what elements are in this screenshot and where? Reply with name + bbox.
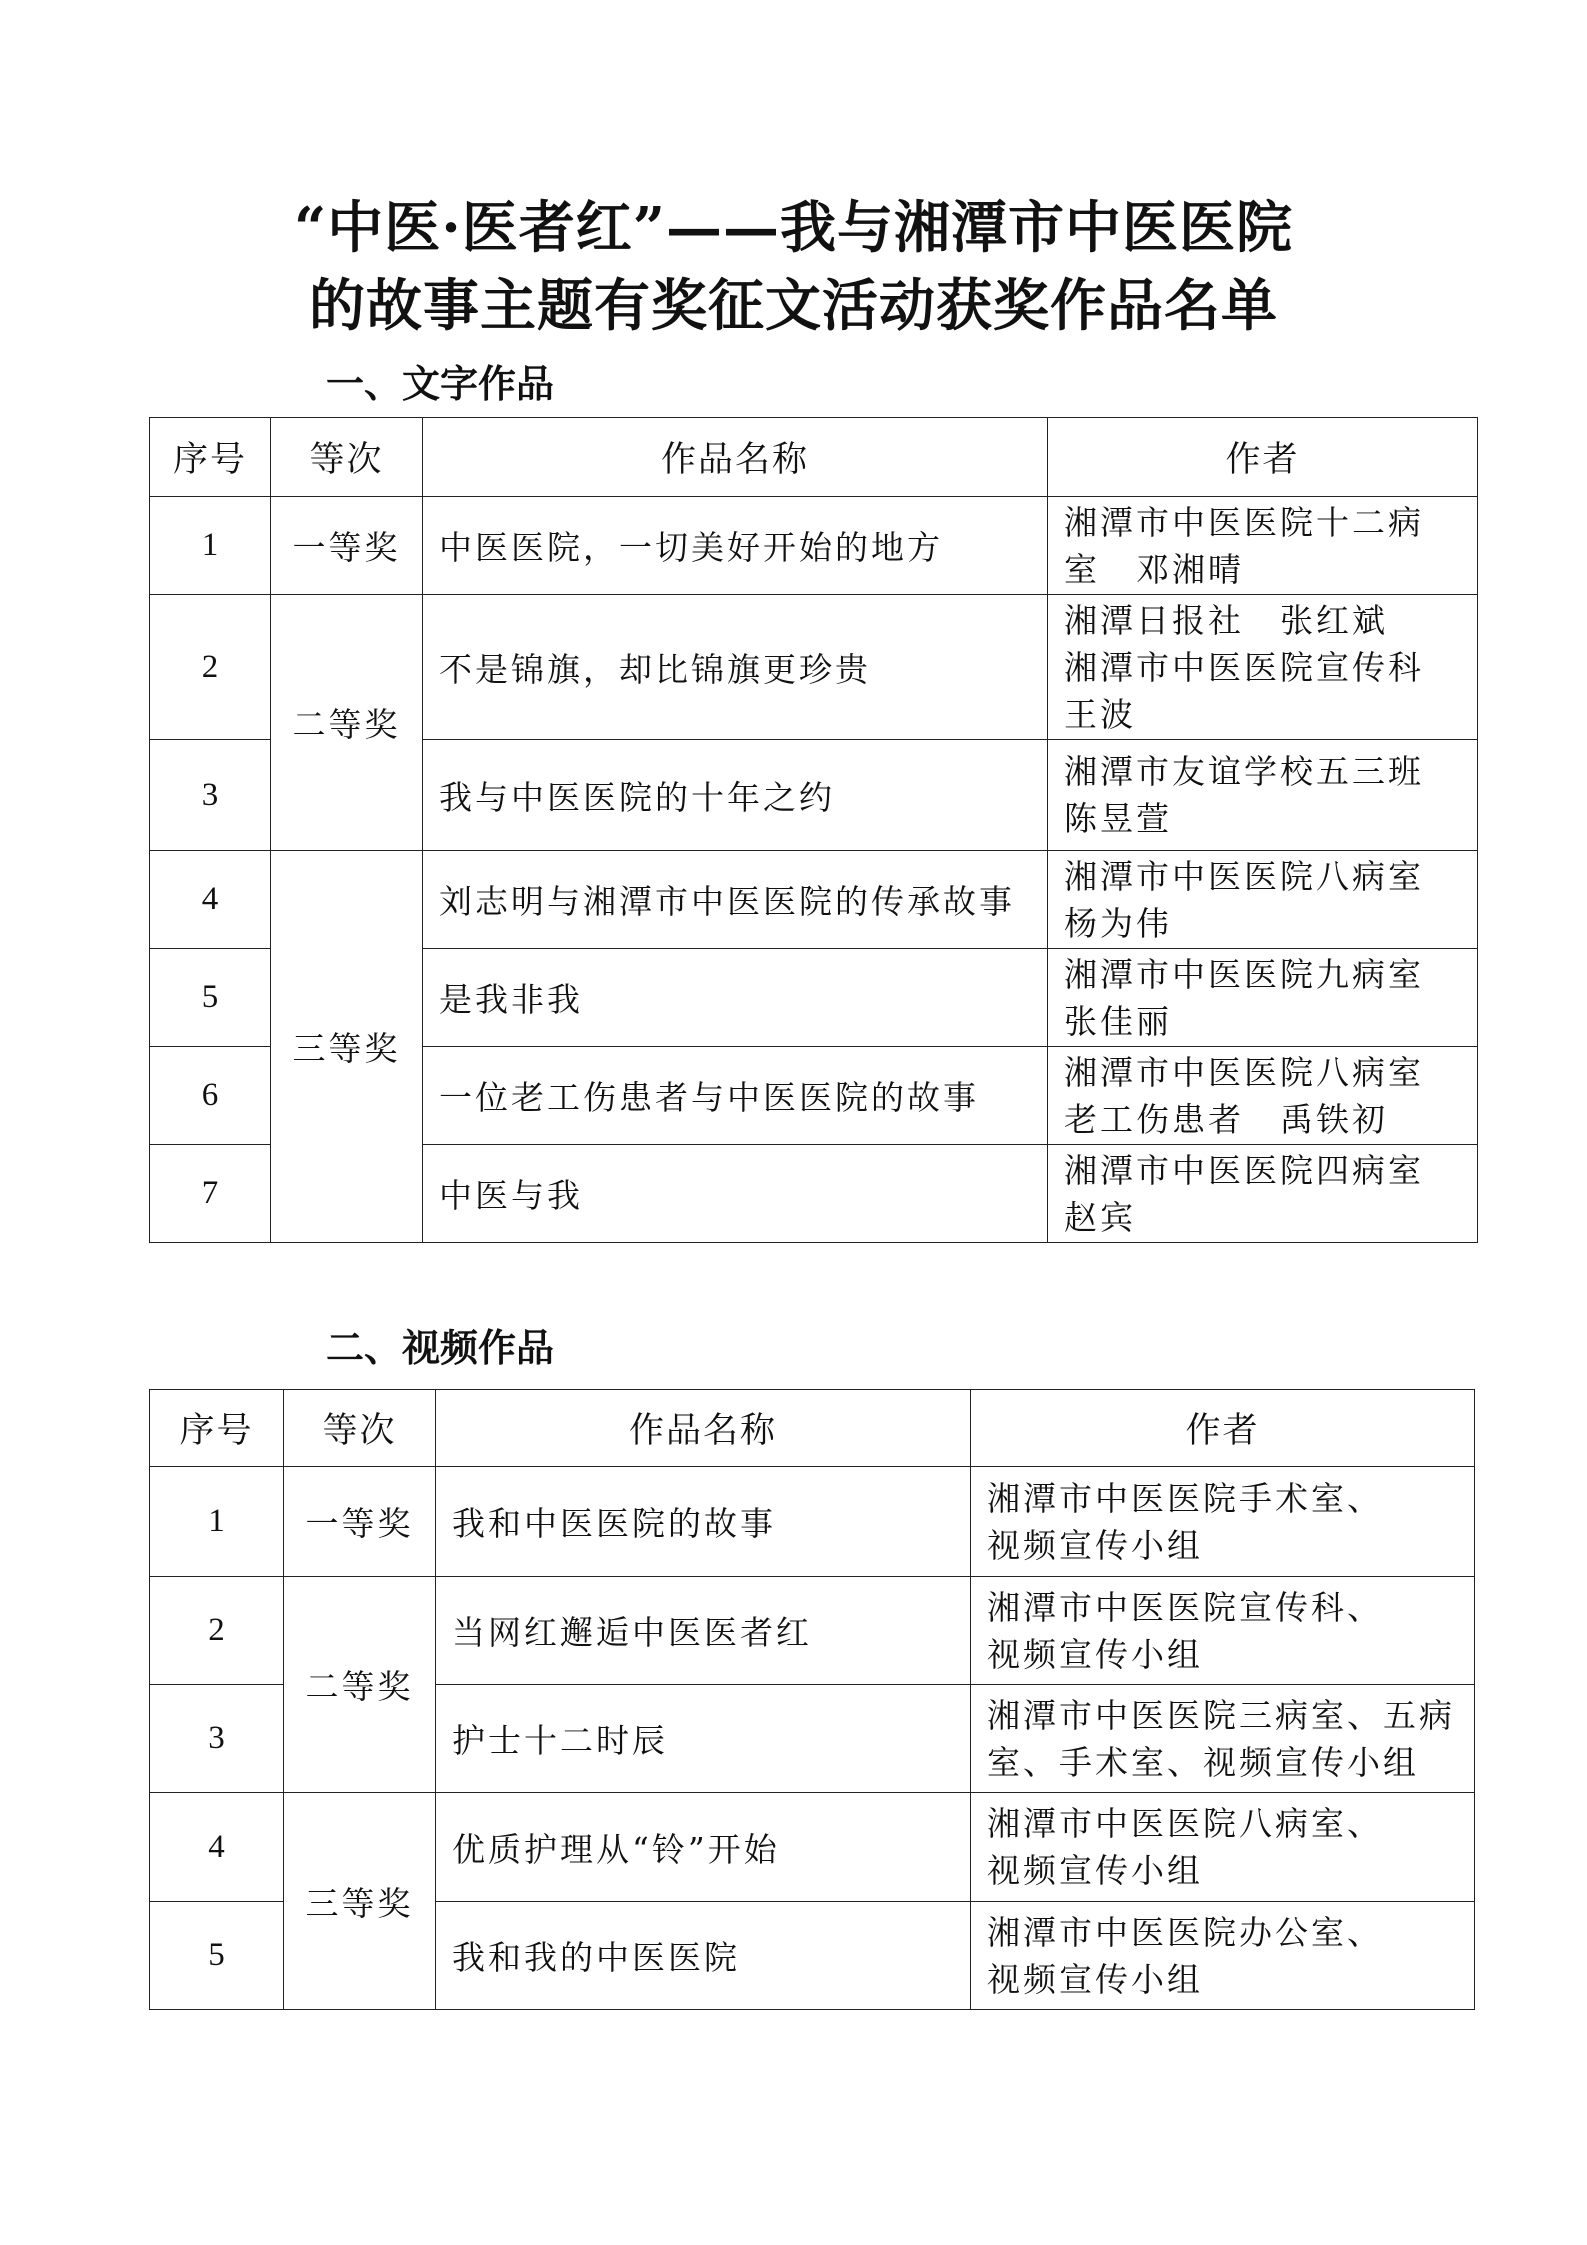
award-level: 二等奖	[284, 1577, 436, 1793]
author-line: 杨为伟	[1064, 903, 1172, 943]
row-number: 1	[150, 1467, 284, 1577]
author-line: 湘潭市中医医院四病室	[1064, 1150, 1424, 1190]
section-heading-text-works: 一、文字作品	[326, 361, 555, 406]
table-row	[150, 595, 1478, 740]
table-row	[150, 1793, 1475, 1902]
author-line: 湘潭市中医医院三病室、五病	[987, 1695, 1455, 1735]
author-cell	[1048, 497, 1478, 595]
author-line: 湘潭市中医医院十二病	[1064, 502, 1424, 542]
author-line: 湘潭市中医医院宣传科、	[987, 1587, 1383, 1627]
row-number: 3	[150, 1685, 284, 1793]
row-number: 4	[150, 1793, 284, 1902]
author-line: 赵宾	[1064, 1197, 1136, 1237]
author-line: 室、手术室、视频宣传小组	[987, 1742, 1419, 1782]
header-author: 作者	[971, 1390, 1475, 1467]
author-cell	[971, 1902, 1475, 2010]
author-cell	[1048, 1145, 1478, 1243]
work-title: 中医与我	[423, 1145, 1048, 1243]
row-number: 2	[150, 595, 271, 740]
author-line: 湘潭市中医医院宣传科	[1064, 647, 1424, 687]
text-works-body	[150, 497, 1478, 1243]
author-line: 湘潭市中医医院八病室、	[987, 1804, 1383, 1843]
author-line: 湘潭市中医医院九病室	[1064, 954, 1424, 994]
author-line: 室 邓湘晴	[1064, 549, 1244, 589]
header-award: 等次	[271, 418, 423, 497]
table-header-row	[150, 418, 1478, 497]
author-line: 视频宣传小组	[987, 1525, 1203, 1565]
author-cell	[971, 1685, 1475, 1793]
work-title: 中医医院，一切美好开始的地方	[423, 497, 1048, 595]
table-header-row	[150, 1390, 1475, 1467]
table-row	[150, 1577, 1475, 1685]
author-cell	[1048, 595, 1478, 740]
author-line: 王波	[1064, 694, 1136, 734]
work-title: 刘志明与湘潭市中医医院的传承故事	[423, 851, 1048, 949]
row-number: 7	[150, 1145, 271, 1243]
author-line: 湘潭市友谊学校五三班	[1064, 752, 1424, 791]
header-author: 作者	[1048, 418, 1478, 497]
author-line: 湘潭市中医医院八病室	[1064, 1052, 1424, 1092]
header-work: 作品名称	[423, 418, 1048, 497]
author-cell	[1048, 740, 1478, 851]
author-line: 陈昱萱	[1064, 799, 1172, 838]
work-title: 我和我的中医医院	[436, 1902, 971, 2010]
author-line: 张佳丽	[1064, 1001, 1172, 1041]
row-number: 5	[150, 949, 271, 1047]
table-row	[150, 851, 1478, 949]
award-level: 三等奖	[271, 851, 423, 1243]
row-number: 6	[150, 1047, 271, 1145]
video-works-body	[150, 1467, 1475, 2010]
work-title: 当网红邂逅中医医者红	[436, 1577, 971, 1685]
row-number: 5	[150, 1902, 284, 2010]
document-title-line-2: 的故事主题有奖征文活动获奖作品名单	[309, 273, 1278, 339]
author-line: 湘潭市中医医院办公室、	[987, 1912, 1383, 1952]
table-row	[150, 497, 1478, 595]
award-level: 三等奖	[284, 1793, 436, 2010]
table-row	[150, 1467, 1475, 1577]
author-cell	[1048, 949, 1478, 1047]
award-level: 二等奖	[271, 595, 423, 851]
author-cell	[971, 1467, 1475, 1577]
author-cell	[1048, 1047, 1478, 1145]
text-works-table	[149, 417, 1478, 1243]
document-title-line-1: “中医·医者红”——我与湘潭市中医医院	[294, 195, 1293, 261]
video-works-table	[149, 1389, 1475, 2010]
author-line: 视频宣传小组	[987, 1959, 1203, 1999]
author-cell	[971, 1577, 1475, 1685]
author-cell	[971, 1793, 1475, 1902]
header-work: 作品名称	[436, 1390, 971, 1467]
row-number: 2	[150, 1577, 284, 1685]
award-level: 一等奖	[271, 497, 423, 595]
author-line: 视频宣传小组	[987, 1634, 1203, 1674]
work-title: 一位老工伤患者与中医医院的故事	[423, 1047, 1048, 1145]
award-level: 一等奖	[284, 1467, 436, 1577]
row-number: 3	[150, 740, 271, 851]
section-heading-video-works: 二、视频作品	[326, 1325, 555, 1370]
author-line: 湘潭市中医医院八病室	[1064, 856, 1424, 896]
work-title: 我与中医医院的十年之约	[423, 740, 1048, 851]
work-title: 护士十二时辰	[436, 1685, 971, 1793]
header-no: 序号	[150, 1390, 284, 1467]
author-cell	[1048, 851, 1478, 949]
row-number: 4	[150, 851, 271, 949]
author-line: 湘潭市中医医院手术室、	[987, 1478, 1383, 1518]
work-title: 不是锦旗，却比锦旗更珍贵	[423, 595, 1048, 740]
author-line: 老工伤患者 禹铁初	[1064, 1099, 1388, 1139]
row-number: 1	[150, 497, 271, 595]
work-title: 我和中医医院的故事	[436, 1467, 971, 1577]
work-title: 是我非我	[423, 949, 1048, 1047]
author-line: 视频宣传小组	[987, 1851, 1203, 1890]
header-award: 等次	[284, 1390, 436, 1467]
work-title: 优质护理从“铃”开始	[436, 1793, 971, 1902]
header-no: 序号	[150, 418, 271, 497]
author-line: 湘潭日报社 张红斌	[1064, 600, 1388, 640]
